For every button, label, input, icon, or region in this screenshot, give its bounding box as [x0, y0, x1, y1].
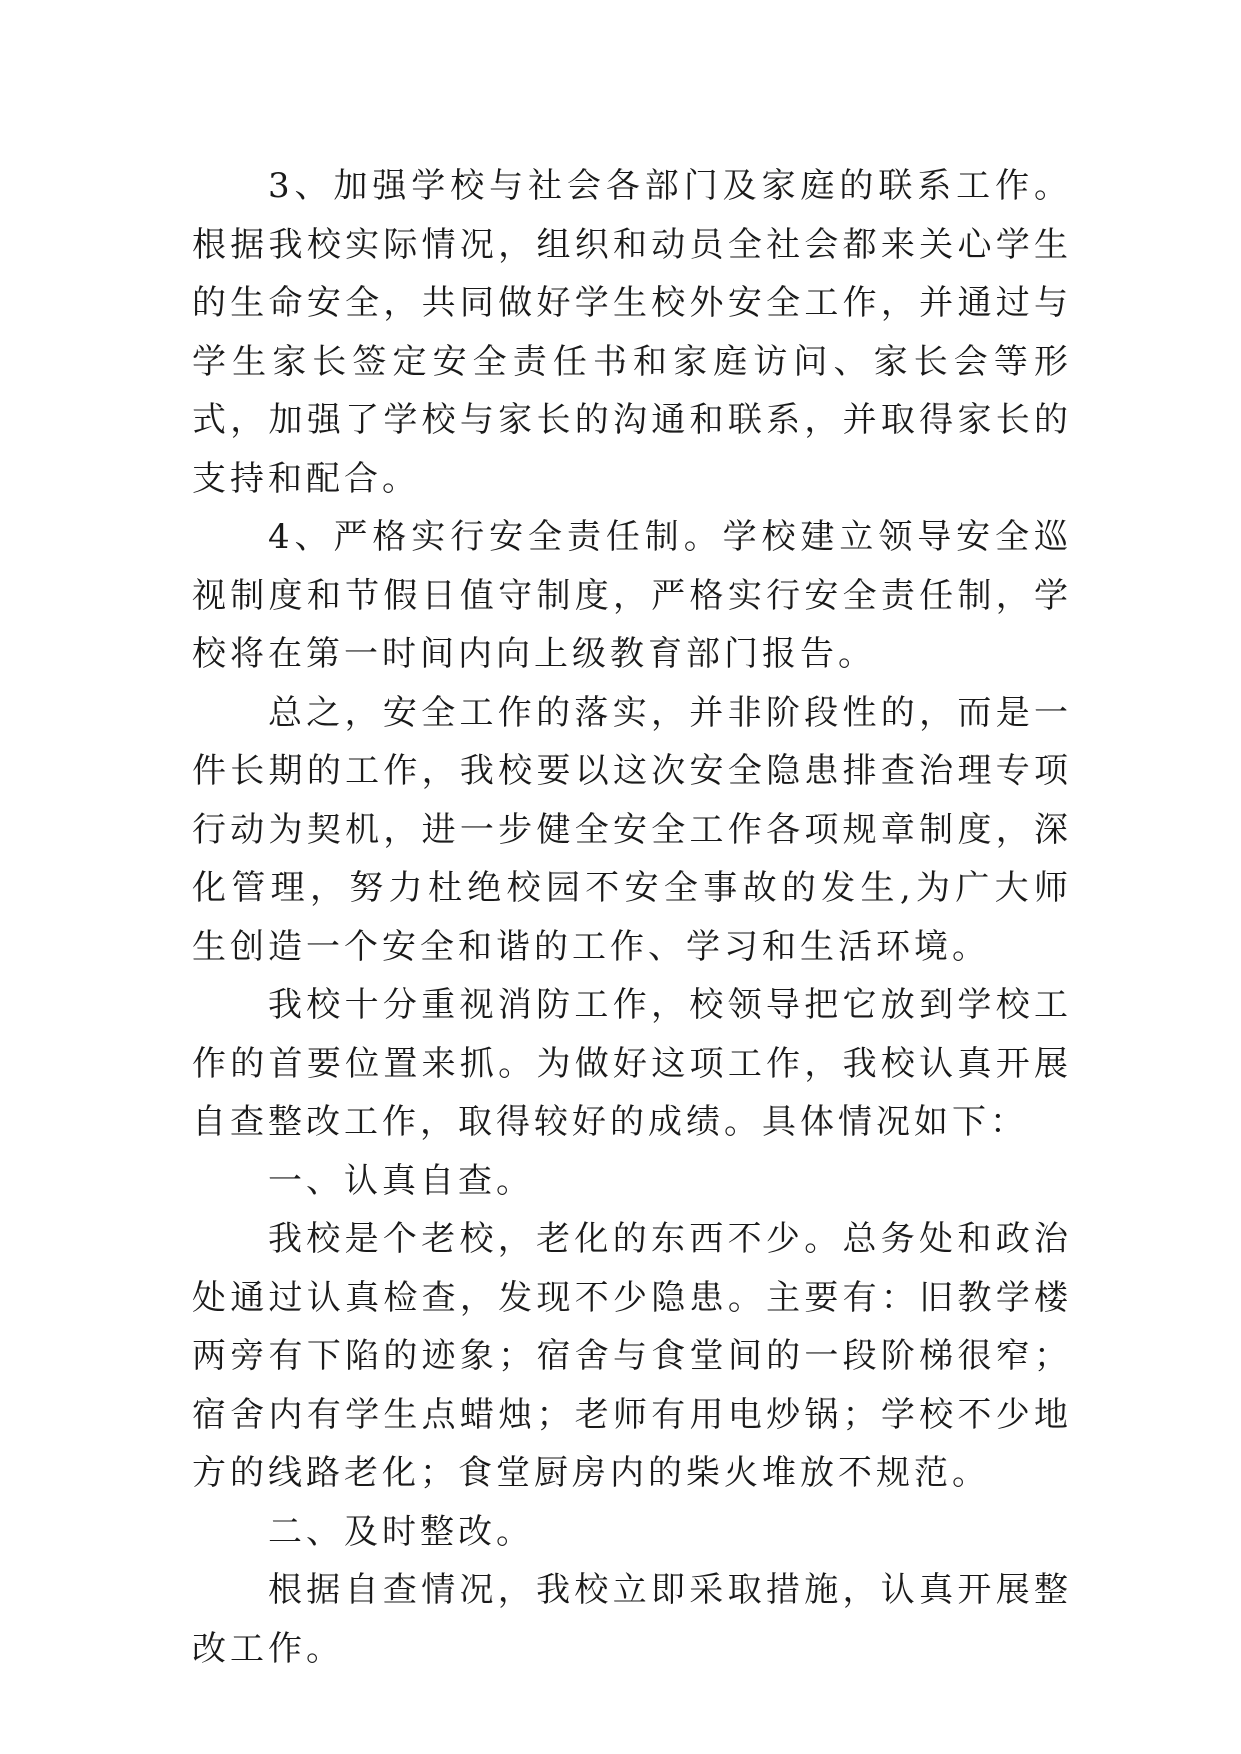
document-body: [192, 157, 1072, 1678]
paragraph-hazards-found: 我校是个老校，老化的东西不少。总务处和政治处通过认真检查，发现不少隐患。主要有：旧教学楼两旁有下陷的迹象；宿舍与食堂间的一段阶梯很窄；宿舍内有学生点蜡烛；老师有用电炒锅；学校不少地方的线路老化；食堂厨房内的柴火堆放不规范。: [192, 1219, 1072, 1493]
paragraph-fire-safety-intro: 我校十分重视消防工作，校领导把它放到学校工作的首要位置来抓。为做好这项工作，我校认真开展自查整改工作，取得较好的成绩。具体情况如下：: [192, 985, 1072, 1142]
section-heading-self-inspection: 一、认真自查。: [268, 1160, 534, 1201]
paragraph-safety-responsibility: 4、严格实行安全责任制。学校建立领导安全巡视制度和节假日值守制度，严格实行安全责任制，学校将在第一时间内向上级教育部门报告。: [192, 517, 1072, 674]
paragraph-home-school-contact: 3、加强学校与社会各部门及家庭的联系工作。根据我校实际情况，组织和动员全社会都来关心学生的生命安全，共同做好学生校外安全工作，并通过与学生家长签定安全责任书和家庭访问、家长会等形式，加强了学校与家长的沟通和联系，并取得家长的支持和配合。: [192, 166, 1072, 499]
section-heading-rectification: 二、及时整改。: [268, 1511, 534, 1552]
paragraph-rectification-start: 根据自查情况，我校立即采取措施，认真开展整改工作。: [192, 1570, 1072, 1669]
paragraph-summary: 总之，安全工作的落实，并非阶段性的，而是一件长期的工作，我校要以这次安全隐患排查治理专项行动为契机，进一步健全安全工作各项规章制度，深化管理，努力杜绝校园不安全事故的发生,为广大师生创造一个安全和谐的工作、学习和生活环境。: [192, 692, 1072, 967]
